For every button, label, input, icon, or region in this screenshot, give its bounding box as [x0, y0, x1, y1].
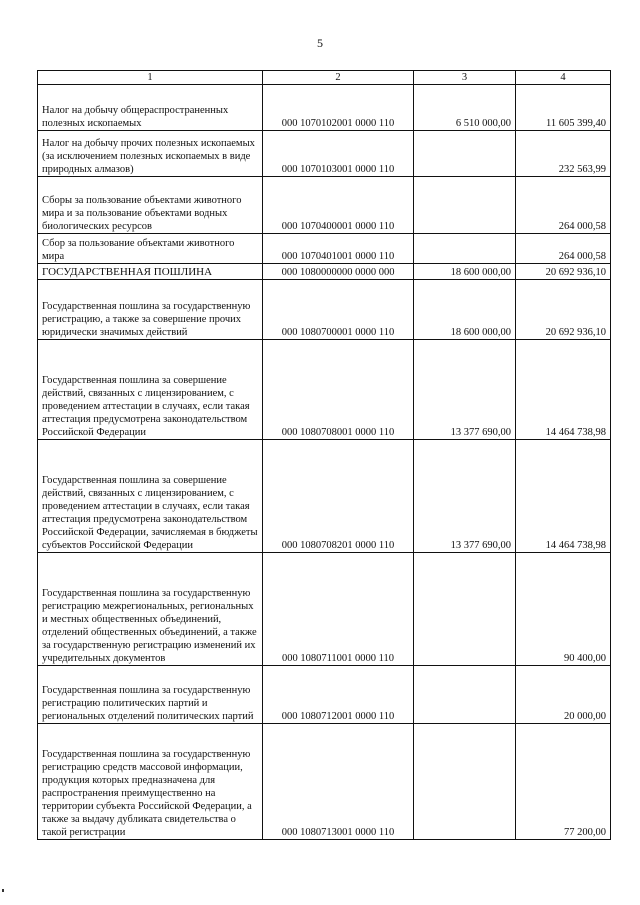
table-row — [38, 440, 611, 553]
row-name: Государственная пошлина за государственную регистрацию межрегиональных, региональных и местных общественных объединений, отделений общественных объединений, а также за государственную регистрацию изменений их учредительных документов — [38, 553, 263, 666]
row-code: 000 1080713001 0000 110 — [263, 724, 414, 840]
row-code: 000 1080712001 0000 110 — [263, 666, 414, 724]
header-row — [38, 71, 611, 85]
row-name: Государственная пошлина за совершение действий, связанных с лицензированием, с проведением аттестации в случаях, если такая аттестация предусмотрена законодательством Российской Федерации, зачисляемая в бюджеты субъектов Российской Федерации — [38, 440, 263, 553]
row-code: 000 1080000000 0000 000 — [263, 264, 414, 280]
column-header-1: 1 — [38, 71, 263, 85]
table-row — [38, 666, 611, 724]
column-header-3: 3 — [414, 71, 516, 85]
row-code: 000 1080711001 0000 110 — [263, 553, 414, 666]
row-code: 000 1080708001 0000 110 — [263, 340, 414, 440]
scan-speck — [2, 889, 4, 892]
row-name: ГОСУДАРСТВЕННАЯ ПОШЛИНА — [38, 264, 263, 280]
table-row — [38, 724, 611, 840]
row-actual: 14 464 738,98 — [516, 440, 611, 553]
row-name: Государственная пошлина за государственную регистрацию политических партий и региональных отделений политических партий — [38, 666, 263, 724]
row-code: 000 1070401001 0000 110 — [263, 234, 414, 264]
row-name: Государственная пошлина за совершение действий, связанных с лицензированием, с проведением аттестации в случаях, если такая аттестация предусмотрена законодательством Российской Федерации — [38, 340, 263, 440]
row-actual: 232 563,99 — [516, 131, 611, 177]
row-plan — [414, 131, 516, 177]
table-row — [38, 234, 611, 264]
row-name: Налог на добычу общераспространенных полезных ископаемых — [38, 85, 263, 131]
column-header-4: 4 — [516, 71, 611, 85]
row-actual: 90 400,00 — [516, 553, 611, 666]
row-code: 000 1070103001 0000 110 — [263, 131, 414, 177]
page-number: 5 — [317, 36, 323, 50]
table-row — [38, 280, 611, 340]
row-code: 000 1080708201 0000 110 — [263, 440, 414, 553]
row-name: Государственная пошлина за государственную регистрацию средств массовой информации, продукция которых предназначена для распространения преимущественно на территории субъекта Российской Федерации, а также за выдачу дубликата свидетельства о такой регистрации — [38, 724, 263, 840]
table-row — [38, 85, 611, 131]
row-actual: 20 000,00 — [516, 666, 611, 724]
row-plan: 13 377 690,00 — [414, 340, 516, 440]
row-plan — [414, 234, 516, 264]
row-actual: 14 464 738,98 — [516, 340, 611, 440]
row-name: Государственная пошлина за государственную регистрацию, а также за совершение прочих юридически значимых действий — [38, 280, 263, 340]
row-plan: 18 600 000,00 — [414, 264, 516, 280]
row-plan: 18 600 000,00 — [414, 280, 516, 340]
row-actual: 264 000,58 — [516, 177, 611, 234]
row-actual: 11 605 399,40 — [516, 85, 611, 131]
table-row — [38, 340, 611, 440]
table-row — [38, 177, 611, 234]
row-code: 000 1080700001 0000 110 — [263, 280, 414, 340]
row-actual: 264 000,58 — [516, 234, 611, 264]
revenue-table — [37, 70, 611, 840]
row-plan — [414, 553, 516, 666]
row-code: 000 1070102001 0000 110 — [263, 85, 414, 131]
table-row — [38, 131, 611, 177]
column-header-2: 2 — [263, 71, 414, 85]
row-code: 000 1070400001 0000 110 — [263, 177, 414, 234]
row-plan — [414, 724, 516, 840]
row-plan: 13 377 690,00 — [414, 440, 516, 553]
row-actual: 77 200,00 — [516, 724, 611, 840]
table-row-section — [38, 264, 611, 280]
row-plan — [414, 666, 516, 724]
row-plan — [414, 177, 516, 234]
row-name: Сбор за пользование объектами животного мира — [38, 234, 263, 264]
row-plan: 6 510 000,00 — [414, 85, 516, 131]
row-name: Налог на добычу прочих полезных ископаемых (за исключением полезных ископаемых в виде природных алмазов) — [38, 131, 263, 177]
row-actual: 20 692 936,10 — [516, 264, 611, 280]
row-actual: 20 692 936,10 — [516, 280, 611, 340]
row-name: Сборы за пользование объектами животного мира и за пользование объектами водных биологических ресурсов — [38, 177, 263, 234]
table-row — [38, 553, 611, 666]
